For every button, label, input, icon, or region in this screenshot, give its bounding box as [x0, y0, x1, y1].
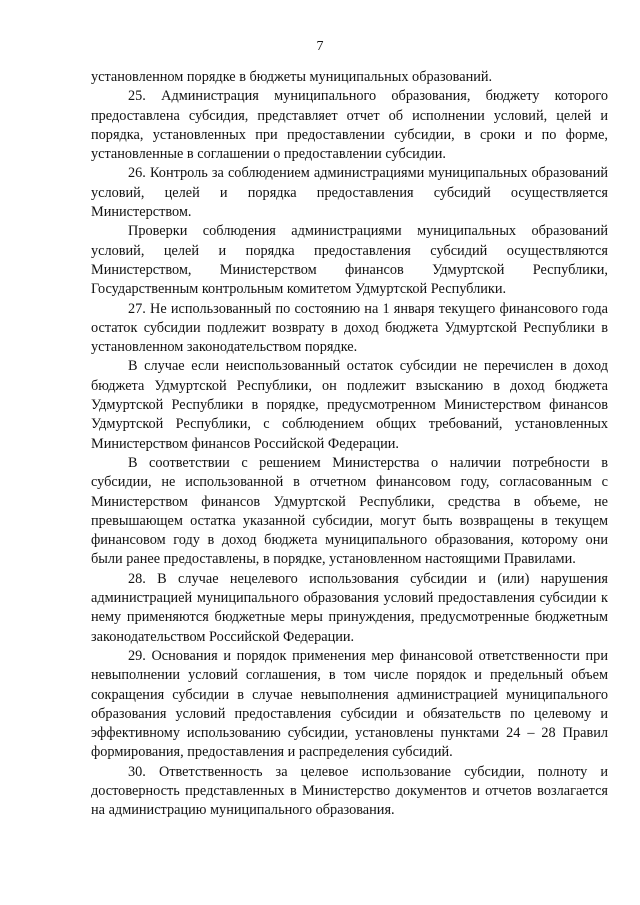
paragraph-ministry-decision: В соответствии с решением Министерства о наличии потребности в субсидии, не использованной в отчетном финансовом году, согласованным с Министерством финансов Удмуртской Республики, средства в объеме, не превышающем остатка указанной субсидии, могут быть возвращены в текущем финансовом году в доход бюджета муниципального образования, которому они были ранее предоставлены, в порядке, установленном настоящими Правилами. [91, 454, 608, 568]
paragraph-clause-28: 28. В случае нецелевого использования субсидии и (или) нарушения администрацией муниципального образования условий предоставления субсидии к нему применяются бюджетные меры принуждения, предусмотренные бюджетным законодательством Российской Федерации. [91, 570, 608, 645]
paragraph-clause-30: 30. Ответственность за целевое использование субсидии, полноту и достоверность представленных в Министерство документов и отчетов возлагается на администрацию муниципального образования. [91, 763, 608, 819]
document-body [91, 68, 608, 821]
paragraph-inspections: Проверки соблюдения администрациями муниципальных образований условий, целей и порядка предоставления субсидий осуществляются Министерством, Министерством финансов Удмуртской Республики, Государственным контрольным комитетом Удмуртской Республики. [91, 223, 608, 298]
paragraph-clause-26: 26. Контроль за соблюдением администрациями муниципальных образований условий, целей и порядка предоставления субсидий осуществляется Министерством. [91, 165, 608, 221]
paragraph-unreturned-balance: В случае если неиспользованный остаток субсидии не перечислен в доход бюджета Удмуртской Республики, он подлежит взысканию в доход бюджета Удмуртской Республики в порядке, предусмотренном Министерством финансов Удмуртской Республики, с соблюдением общих требований, установленных Министерством финансов Российской Федерации. [91, 358, 608, 452]
paragraph-clause-27: 27. Не использованный по состоянию на 1 января текущего финансового года остаток субсидии подлежит возврату в доход бюджета Удмуртской Республики в установленном законодательством порядке. [91, 300, 608, 356]
paragraph-continuation: установленном порядке в бюджеты муниципальных образований. [91, 69, 493, 85]
page-number: 7 [316, 39, 324, 54]
paragraph-clause-25: 25. Администрация муниципального образования, бюджету которого предоставлена субсидия, представляет отчет об исполнении условий, целей и порядка, установленных при предоставлении субсидии, в сроки и по форме, установленные в соглашении о предоставлении субсидии. [91, 88, 608, 163]
paragraph-clause-29: 29. Основания и порядок применения мер финансовой ответственности при невыполнении условий соглашения, в том числе порядок и предельный объем сокращения субсидии в случае невыполнения администрацией муниципального образования условий предоставления субсидии и обязательств по целевому и эффективному использованию субсидии, установлены пунктами 24 – 28 Правил формирования, предоставления и распределения субсидий. [91, 647, 608, 761]
